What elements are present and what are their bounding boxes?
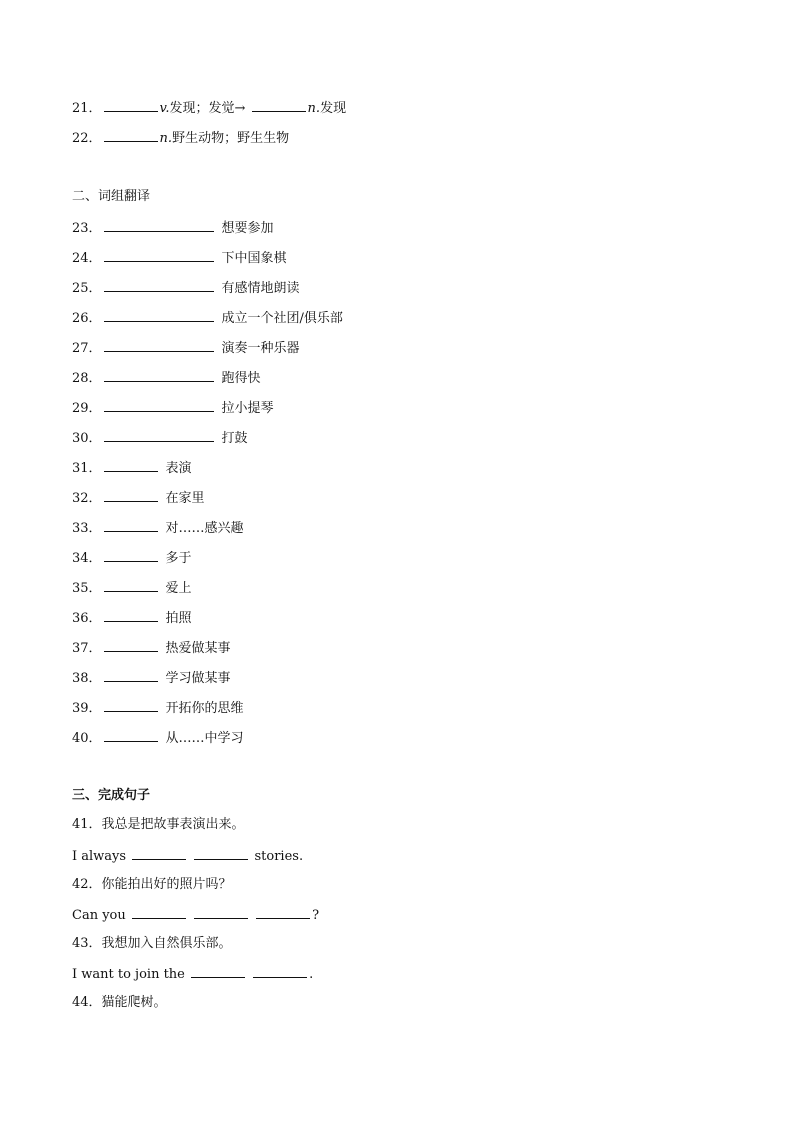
phrase-meaning: 在家里 [165, 491, 205, 506]
question-41-prompt [72, 816, 245, 834]
phrase-meaning: 打鼓 [221, 431, 248, 446]
phrase-meaning: 演奏一种乐器 [221, 341, 300, 356]
phrase-item [72, 578, 192, 596]
question-number: 37． [72, 641, 102, 656]
answer-blank[interactable] [104, 248, 214, 262]
meaning: 野生动物；野生生物 [172, 131, 290, 146]
phrase-item [72, 518, 244, 536]
question-43-prompt [72, 935, 232, 953]
question-number: 27． [72, 341, 102, 356]
question-number: 33． [72, 521, 102, 536]
answer-blank[interactable] [104, 98, 158, 112]
part-of-speech: n. [159, 131, 173, 146]
question-44-prompt [72, 994, 167, 1012]
answer-blank[interactable] [104, 518, 158, 532]
meaning: 发现；发觉 [169, 101, 235, 116]
chinese-sentence: 我想加入自然俱乐部。 [101, 936, 232, 951]
chinese-sentence: 你能拍出好的照片吗？ [101, 877, 232, 892]
phrase-item [72, 428, 248, 446]
phrase-item [72, 638, 231, 656]
phrase-item [72, 548, 192, 566]
question-42-prompt [72, 876, 232, 894]
phrase-meaning: 成立一个社团/俱乐部 [221, 311, 343, 326]
question-number: 29． [72, 401, 102, 416]
answer-blank[interactable] [104, 728, 158, 742]
question-number: 26． [72, 311, 102, 326]
phrase-item [72, 398, 274, 416]
answer-blank[interactable] [104, 128, 158, 142]
answer-blank[interactable] [104, 278, 214, 292]
answer-blank[interactable] [104, 368, 214, 382]
question-number: 24． [72, 251, 102, 266]
answer-blank[interactable] [104, 218, 214, 232]
phrase-item [72, 338, 300, 356]
question-number: 44． [72, 995, 102, 1010]
phrase-item [72, 248, 287, 266]
sentence-start: I want to join the [72, 967, 185, 982]
answer-blank[interactable] [104, 428, 214, 442]
question-number: 36． [72, 611, 102, 626]
phrase-meaning: 拉小提琴 [221, 401, 274, 416]
phrase-meaning: 从……中学习 [165, 731, 244, 746]
answer-blank[interactable] [256, 905, 310, 919]
phrase-item [72, 608, 192, 626]
answer-blank[interactable] [104, 638, 158, 652]
chinese-sentence: 我总是把故事表演出来。 [101, 817, 245, 832]
question-number: 34． [72, 551, 102, 566]
sentence-end: ? [312, 908, 320, 923]
part-of-speech: n. [307, 101, 321, 116]
phrase-item [72, 278, 300, 296]
answer-blank[interactable] [104, 578, 158, 592]
answer-blank[interactable] [191, 964, 245, 978]
question-number: 39． [72, 701, 102, 716]
answer-blank[interactable] [104, 668, 158, 682]
vocab-item-22 [72, 128, 289, 146]
question-number: 28． [72, 371, 102, 386]
phrase-item [72, 698, 244, 716]
phrase-item [72, 728, 244, 746]
vocab-item-21 [72, 98, 346, 116]
question-number: 31． [72, 461, 102, 476]
phrase-item [72, 488, 205, 506]
arrow: → [234, 101, 246, 116]
answer-blank[interactable] [104, 548, 158, 562]
question-number: 40． [72, 731, 102, 746]
phrase-meaning: 热爱做某事 [165, 641, 231, 656]
sentence-start: I always [72, 849, 127, 864]
phrase-meaning: 爱上 [165, 581, 192, 596]
sentence-start: Can you [72, 908, 126, 923]
phrase-item [72, 308, 343, 326]
question-number: 22． [72, 131, 102, 146]
question-number: 23． [72, 221, 102, 236]
phrase-meaning: 开拓你的思维 [165, 701, 244, 716]
section-2-title: 二、词组翻译 [72, 189, 151, 204]
part-of-speech: v. [159, 101, 170, 116]
phrase-meaning: 想要参加 [221, 221, 274, 236]
answer-blank[interactable] [194, 905, 248, 919]
question-number: 32． [72, 491, 102, 506]
question-number: 30． [72, 431, 102, 446]
chinese-sentence: 猫能爬树。 [101, 995, 167, 1010]
answer-blank[interactable] [194, 846, 248, 860]
question-number: 21． [72, 101, 102, 116]
answer-blank[interactable] [132, 905, 186, 919]
phrase-meaning: 多于 [165, 551, 192, 566]
phrase-meaning: 学习做某事 [165, 671, 231, 686]
answer-blank[interactable] [104, 308, 214, 322]
phrase-item [72, 458, 192, 476]
answer-blank[interactable] [104, 608, 158, 622]
question-number: 35． [72, 581, 102, 596]
answer-blank[interactable] [132, 846, 186, 860]
question-number: 41． [72, 817, 102, 832]
question-number: 43． [72, 936, 102, 951]
answer-blank[interactable] [104, 338, 214, 352]
phrase-item [72, 218, 274, 236]
phrase-meaning: 表演 [165, 461, 192, 476]
question-42-answer [72, 905, 319, 923]
sentence-end: stories. [254, 849, 304, 864]
answer-blank[interactable] [253, 964, 307, 978]
question-number: 42． [72, 877, 102, 892]
answer-blank[interactable] [252, 98, 306, 112]
question-41-answer [72, 846, 303, 864]
phrase-item [72, 668, 231, 686]
phrase-meaning: 下中国象棋 [221, 251, 287, 266]
answer-blank[interactable] [104, 698, 158, 712]
answer-blank[interactable] [104, 458, 158, 472]
question-number: 25． [72, 281, 102, 296]
answer-blank[interactable] [104, 488, 158, 502]
sentence-end: . [309, 967, 314, 982]
phrase-item [72, 368, 261, 386]
section-3-title: 三、完成句子 [72, 788, 151, 803]
question-43-answer [72, 964, 313, 982]
phrase-meaning: 拍照 [165, 611, 192, 626]
answer-blank[interactable] [104, 398, 214, 412]
meaning: 发现 [320, 101, 347, 116]
phrase-meaning: 对……感兴趣 [165, 521, 244, 536]
phrase-meaning: 跑得快 [221, 371, 261, 386]
phrase-meaning: 有感情地朗读 [221, 281, 300, 296]
question-number: 38． [72, 671, 102, 686]
